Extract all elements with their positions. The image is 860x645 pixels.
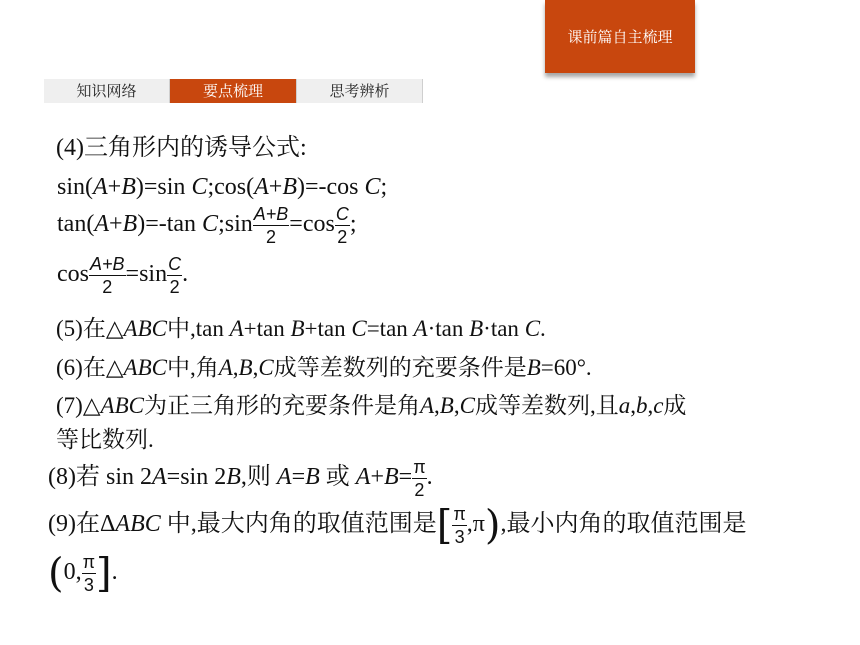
p7-line1: (7)△ABC为正三角形的充要条件是角A,B,C成等差数列,且a,b,c成: [56, 393, 687, 418]
p9-line2-visual: (0, $\frac{\pi}{3}$ ].: [48, 550, 118, 597]
p4-line2-visual: tan(A+B)=-tan C;sin $\frac{A+B}{2}$ =cos $\frac{C}{2}$ ;: [57, 204, 357, 247]
p6: (6)在△ABC中,角A,B,C成等差数列的充要条件是B=60°.: [56, 355, 592, 380]
tab-thinking-analysis[interactable]: 思考辨析: [297, 79, 423, 103]
p4-line3-visual: cos $\frac{A+B}{2}$ =sin $\frac{C}{2}$ .: [57, 254, 189, 297]
p8-visual: (8)若 sin 2A=sin 2B,则 A=B 或 A+B= $\frac{\pi}{2}$ .: [48, 457, 433, 500]
p9-line1-visual: (9)在ΔABC 中,最大内角的取值范围是[ $\frac{\pi}{3}$ ,π),最小内角的取值范围是: [48, 502, 747, 549]
p4-title: (4)三角形内的诱导公式:: [56, 135, 307, 161]
tab-knowledge-network[interactable]: 知识网络: [44, 79, 170, 103]
tab-key-points[interactable]: 要点梳理: [170, 79, 297, 103]
tab-bar: [44, 79, 423, 103]
p7-line2: 等比数列.: [56, 427, 154, 452]
section-header-tab[interactable]: 课前篇自主梳理: [545, 0, 695, 73]
p5: (5)在△ABC中,tan A+tan B+tan C=tan A·tan B·tan C.: [56, 316, 546, 341]
p4-line1-visual: sin(A+B)=sin C;cos(A+B)=-cos C;: [57, 174, 388, 200]
